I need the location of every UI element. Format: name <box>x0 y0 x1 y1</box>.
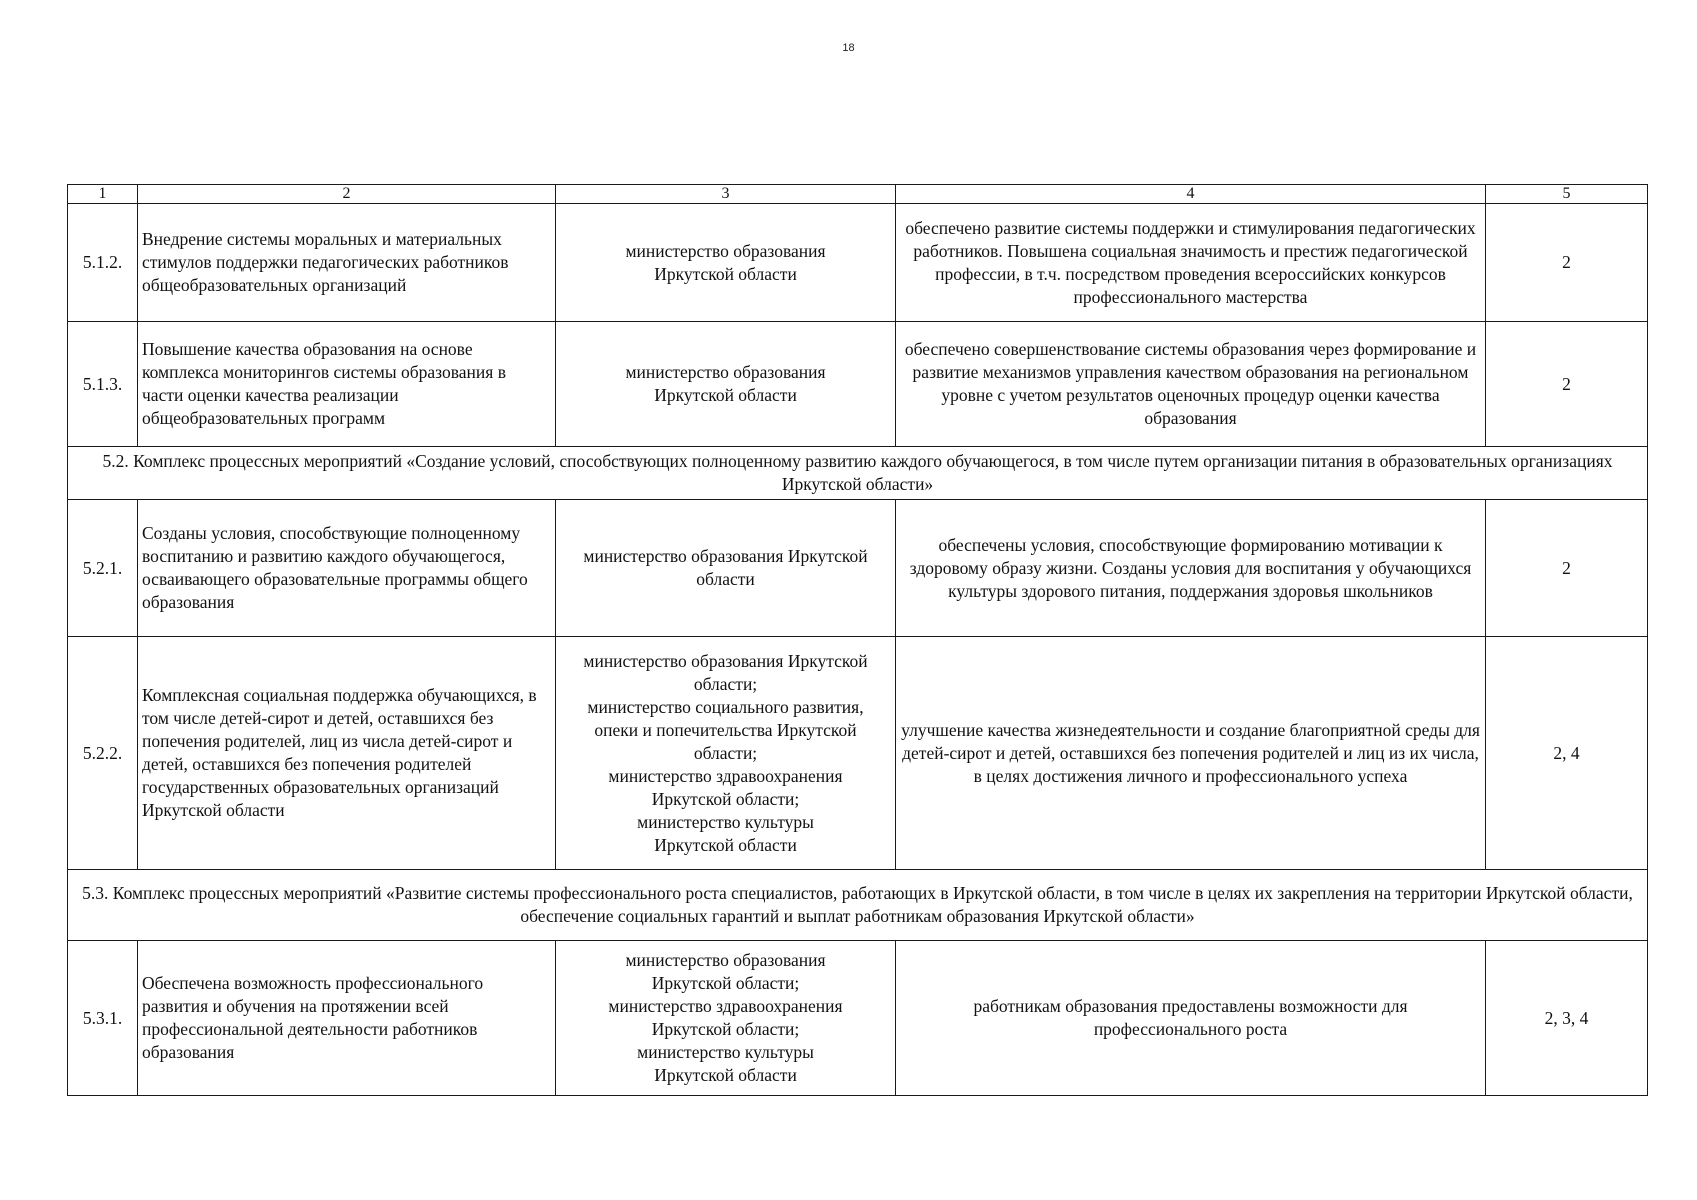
result-cell: обеспечены условия, способствующие формированию мотивации к здоровому образу жизни. Созданы условия для воспитания у обучающихся культуры здорового питания, поддержания здоровья школьников <box>896 500 1486 637</box>
link-cell: 2 <box>1486 204 1648 322</box>
row-number: 5.1.3. <box>68 322 138 447</box>
responsible-line: министерство образования <box>625 240 826 261</box>
responsible-line: области; <box>693 742 758 763</box>
section-title: 5.3. Комплекс процессных мероприятий «Развитие системы профессионального роста специалистов, работающих в Иркутской области, в том числе в целях их закрепления на территории Иркутской области, обеспечение социальных гарантий и выплат работникам образования Иркутской области» <box>68 870 1648 941</box>
responsible-line: Иркутской области; <box>651 973 800 993</box>
result-cell: работникам образования предоставлены возможности для профессионального роста <box>896 941 1486 1096</box>
link-cell: 2, 3, 4 <box>1486 941 1648 1096</box>
link-cell: 2, 4 <box>1486 637 1648 870</box>
responsible-cell <box>556 500 896 637</box>
table-row <box>68 637 1648 870</box>
responsible-line: Иркутской области <box>654 385 797 405</box>
section-title: 5.2. Комплекс процессных мероприятий «Создание условий, способствующих полноценному развитию каждого обучающегося, в том числе путем организации питания в образовательных организациях Иркутской области» <box>68 447 1648 500</box>
responsible-line: области; <box>693 673 758 694</box>
row-number: 5.3.1. <box>68 941 138 1096</box>
header-cell-5: 5 <box>1486 185 1648 204</box>
table-row <box>68 500 1648 637</box>
responsible-line: министерство культуры <box>637 1042 814 1062</box>
row-number: 5.1.2. <box>68 204 138 322</box>
task-cell: Обеспечена возможность профессионального развития и обучения на протяжении всей профессиональной деятельности работников образования <box>138 941 556 1096</box>
responsible-line: министерство образования Иркутской <box>583 546 868 566</box>
responsible-cell <box>556 322 896 447</box>
row-number: 5.2.1. <box>68 500 138 637</box>
section-header-row <box>68 870 1648 941</box>
header-row <box>68 185 1648 204</box>
header-cell-2: 2 <box>138 185 556 204</box>
result-cell: обеспечено развитие системы поддержки и стимулирования педагогических работников. Повышена социальная значимость и престиж педагогической профессии, в т.ч. посредством проведения всероссийских конкурсов профессионального мастерства <box>896 204 1486 322</box>
responsible-line: Иркутской области <box>654 1065 797 1085</box>
responsible-line: министерство образования <box>625 950 826 970</box>
header-cell-4: 4 <box>896 185 1486 204</box>
responsible-cell <box>556 637 896 870</box>
task-cell: Повышение качества образования на основе комплекса мониторингов системы образования в части оценки качества реализации общеобразовательных программ <box>138 322 556 447</box>
responsible-line: Иркутской области; <box>651 788 800 809</box>
responsible-cell <box>556 204 896 322</box>
page-number: 18 <box>842 42 855 54</box>
link-cell: 2 <box>1486 322 1648 447</box>
header-cell-1: 1 <box>68 185 138 204</box>
responsible-line: министерство образования Иркутской <box>583 650 868 671</box>
responsible-line: Иркутской области; <box>651 1019 800 1039</box>
task-cell: Созданы условия, способствующие полноценному воспитанию и развитию каждого обучающегося, осваивающего образовательные программы общего образования <box>138 500 556 637</box>
table-row <box>68 941 1648 1096</box>
responsible-line: области <box>696 569 755 589</box>
responsible-line: министерство здравоохранения <box>608 765 843 786</box>
link-cell: 2 <box>1486 500 1648 637</box>
task-cell: Внедрение системы моральных и материальных стимулов поддержки педагогических работников общеобразовательных организаций <box>138 204 556 322</box>
responsible-line: Иркутской области <box>654 263 797 284</box>
table-row <box>68 322 1648 447</box>
responsible-line: министерство социального развития, <box>587 696 864 717</box>
row-number: 5.2.2. <box>68 637 138 870</box>
measures-table <box>67 184 1648 1096</box>
responsible-line: опеки и попечительства Иркутской <box>594 719 857 740</box>
header-cell-3: 3 <box>556 185 896 204</box>
responsible-line: министерство культуры <box>637 811 814 832</box>
table-row <box>68 204 1648 322</box>
responsible-line: министерство здравоохранения <box>608 996 843 1016</box>
responsible-cell <box>556 941 896 1096</box>
task-cell: Комплексная социальная поддержка обучающихся, в том числе детей-сирот и детей, оставшихся без попечения родителей, лиц из числа детей-сирот и детей, оставшихся без попечения родителей государственных образовательных организаций Иркутской области <box>138 637 556 870</box>
section-header-row <box>68 447 1648 500</box>
result-cell: улучшение качества жизнедеятельности и создание благоприятной среды для детей-сирот и детей, оставшихся без попечения родителей и лиц из их числа, в целях достижения личного и профессионального успеха <box>896 637 1486 870</box>
responsible-line: министерство образования <box>625 362 826 382</box>
result-cell: обеспечено совершенствование системы образования через формирование и развитие механизмов управления качеством образования на региональном уровне с учетом результатов оценочных процедур оценки качества образования <box>896 322 1486 447</box>
responsible-line: Иркутской области <box>654 834 797 855</box>
